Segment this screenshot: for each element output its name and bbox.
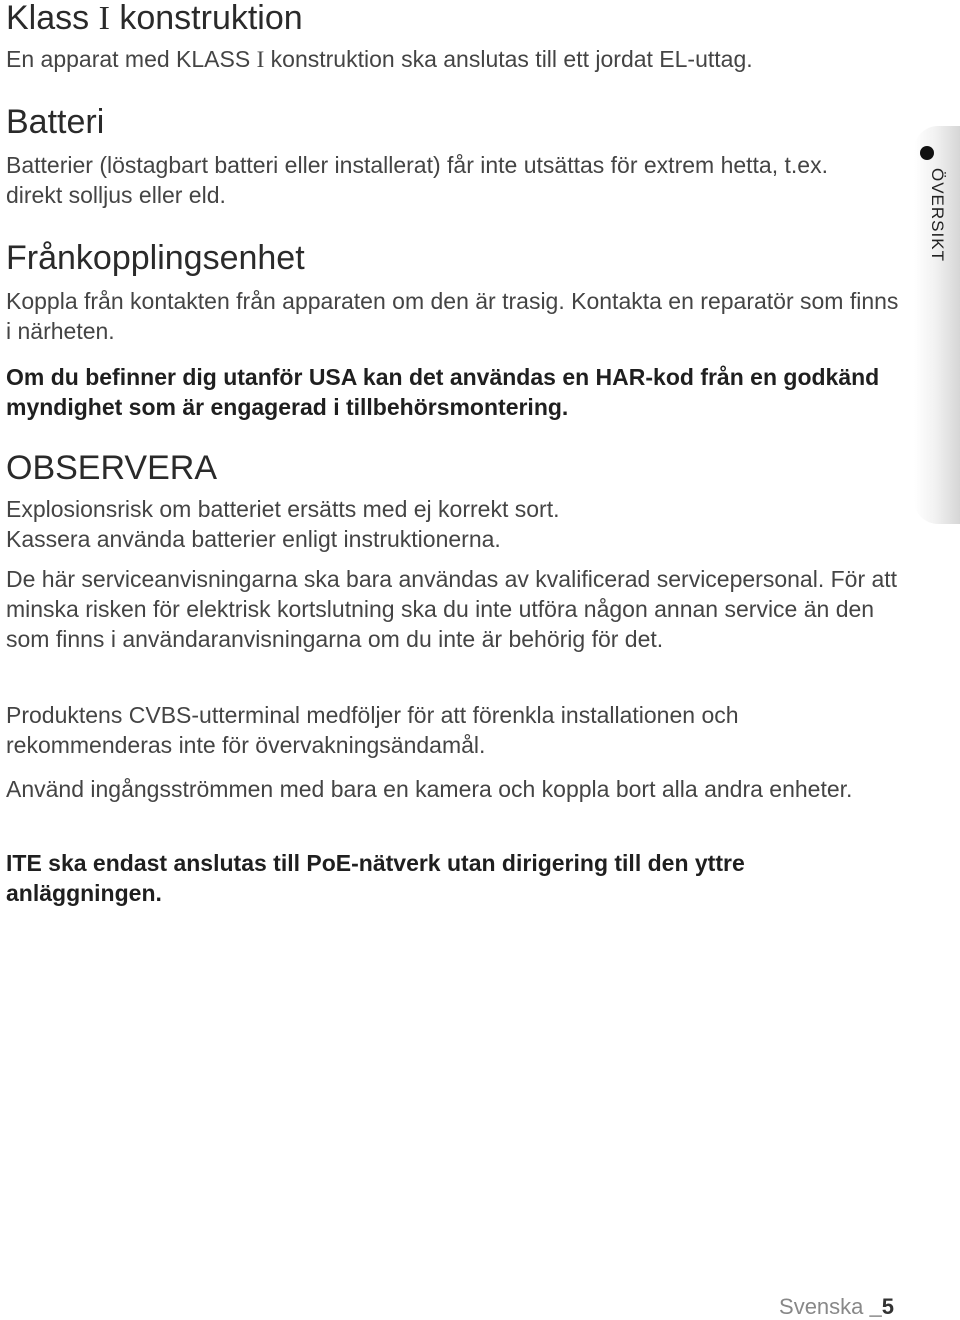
heading-klass-text: Klass xyxy=(6,0,99,37)
klass-text-part-2: konstruktion ska anslutas till ett jordat EL-uttag. xyxy=(264,46,753,72)
service-text: De här serviceanvisningarna ska bara användas av kvalificerad servicepersonal. För att minska risken för elektrisk kortslutning ska du inte utföra någon annan service än den som finns i användaranvisningarna om du inte är behörig för det. xyxy=(6,566,898,652)
heading-observera: OBSERVERA xyxy=(6,449,218,487)
ite-text: ITE ska endast anslutas till PoE-nätverk utan dirigering till den yttre anläggningen. xyxy=(6,850,745,906)
page-number: _5 xyxy=(869,1294,894,1319)
heading-batteri: Batteri xyxy=(6,103,105,141)
cvbs-text: Produktens CVBS-utterminal medföljer för att förenkla installationen och rekommenderas inte för övervakningsändamål. xyxy=(6,702,739,758)
heading-klass-text-2: konstruktion xyxy=(109,0,303,37)
klass-text-part: En apparat med KLASS xyxy=(6,46,257,72)
power-text: Använd ingångsströmmen med bara en kamera och koppla bort alla andra enheter. xyxy=(6,776,853,802)
har-notice: Om du befinner dig utanför USA kan det användas en HAR-kod från en godkänd myndighet som är engagerad i tillbehörsmontering. xyxy=(6,364,880,420)
batteri-text: Batterier (löstagbart batteri eller installerat) får inte utsättas för extrem hetta, t.ex. direkt solljus eller eld. xyxy=(6,152,828,208)
bullet-icon xyxy=(920,146,934,160)
heading-klass-roman: I xyxy=(98,0,110,37)
frankopplingsenhet-text: Koppla från kontakten från apparaten om den är trasig. Kontakta en reparatör som finns i närheten. xyxy=(6,288,899,344)
footer-language: Svenska xyxy=(779,1294,870,1319)
heading-klass xyxy=(6,0,303,37)
heading-frankopplingsenhet: Frånkopplingsenhet xyxy=(6,239,305,277)
observera-line-2: Kassera använda batterier enligt instruktionerna. xyxy=(6,526,501,552)
side-tab-label: ÖVERSIKT xyxy=(928,168,947,262)
klass-text-roman: I xyxy=(256,47,265,72)
observera-line-1: Explosionsrisk om batteriet ersätts med ej korrekt sort. xyxy=(6,496,560,522)
klass-text xyxy=(6,44,753,75)
page-footer xyxy=(779,1294,894,1320)
